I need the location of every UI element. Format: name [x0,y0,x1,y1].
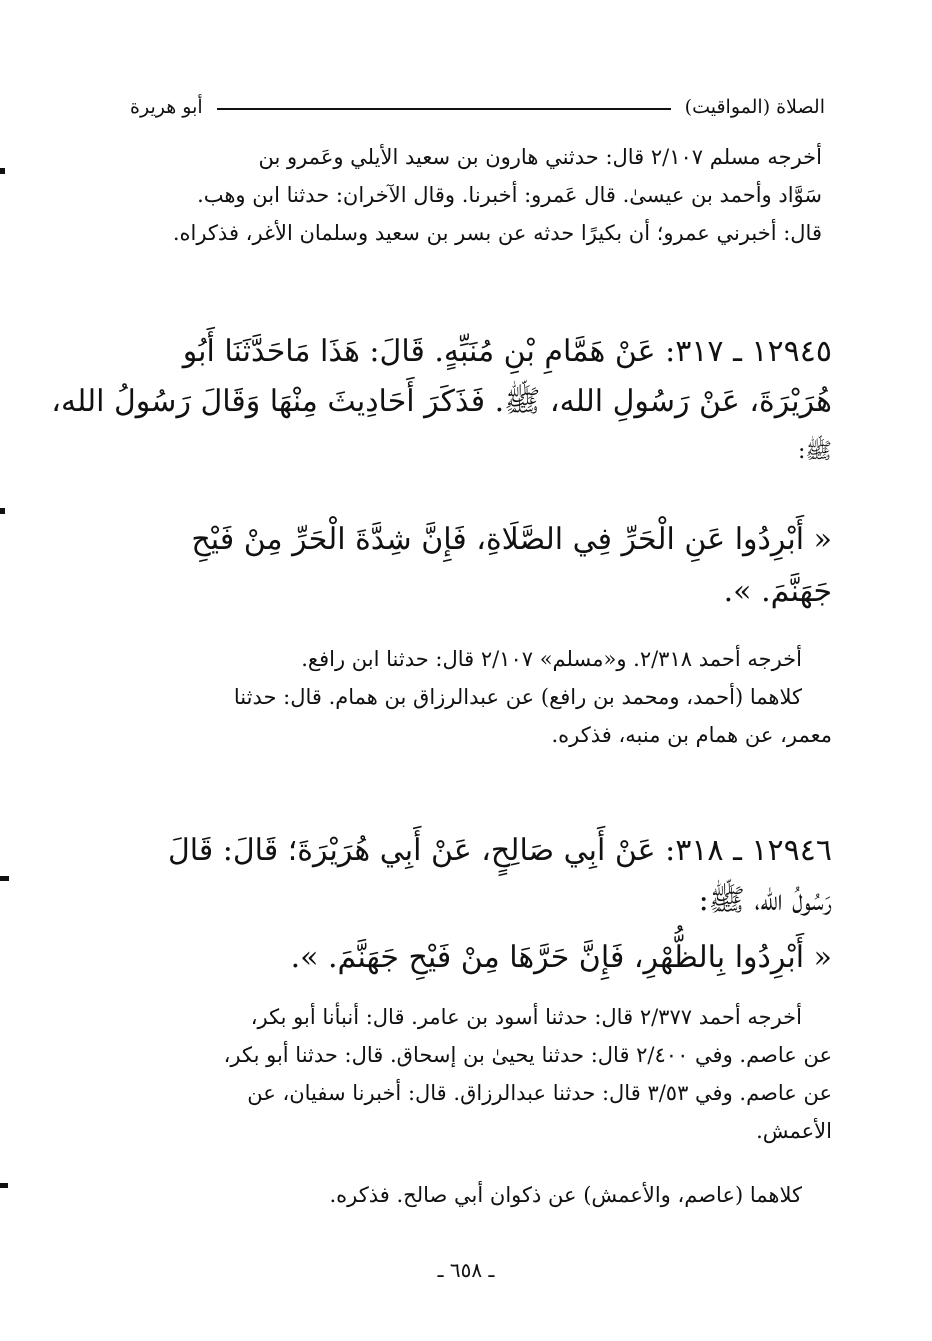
intro-note [132,138,822,252]
running-header [130,92,825,122]
margin-mark [0,508,5,514]
narrator-name: أبو هريرة [130,96,203,118]
note-line: قال: أخبرني عمرو؛ أن بكيرًا حدثه عن بسر بن سعيد وسلمان الأغر، فذكراه. [172,221,822,245]
hadith-line: ١٢٩٤٦ ـ ٣١٨: عَنْ أَبِي صَالِحٍ، عَنْ أَبِي هُرَيْرَةَ؛ قَالَ: قَالَ [167,833,832,868]
note-line: سَوَّاد وأحمد بن عيسىٰ. قال عَمرو: أخبرنا. وقال الآخران: حدثنا ابن وهب. [197,183,822,207]
note-line: أخرجه أحمد ٢/٣٧٧ قال: حدثنا أسود بن عامر. قال: أنبأنا أبو بكر، [250,1005,802,1029]
hadith-12946-note [102,998,832,1150]
hadith-12946-note2 [112,1176,802,1214]
margin-mark [0,168,5,174]
margin-mark [0,1183,8,1188]
page-number: ـ ٦٥٨ ـ [437,1258,495,1282]
chapter-title: الصلاة (المواقيت) [684,96,825,118]
note-line: عن عاصم. وفي ٢/٤٠٠ قال: حدثنا يحيىٰ بن إسحاق. قال: حدثنا أبو بكر، [223,1043,832,1067]
note-line: كلاهما (أحمد، ومحمد بن رافع) عن عبدالرزاق بن همام. قال: حدثنا [233,685,802,709]
hadith-12945-quote [142,514,832,618]
hadith-line: ﷺ: [798,439,832,464]
hadith-12946 [102,826,832,926]
note-line: عن عاصم. وفي ٣/٥٣ قال: حدثنا عبدالرزاق. قال: أخبرنا سفيان، عن [247,1081,832,1105]
note-line: أخرجه أحمد ٢/٣١٨. و«مسلم» ٢/١٠٧ قال: حدثنا ابن رافع. [301,647,802,671]
margin-mark [0,876,9,881]
note-line: معمر، عن همام بن منبه، فذكره. [551,723,832,747]
quote-line: « أَبْرِدُوا عَنِ الْحَرِّ فِي الصَّلَاةِ، فَإِنَّ شِدَّةَ الْحَرِّ مِنْ فَيْحِ [191,522,832,557]
note-line: أخرجه مسلم ٢/١٠٧ قال: حدثني هارون بن سعيد الأيلي وعَمرو بن [258,145,822,169]
hadith-12946-quote [142,932,832,984]
quote-line: « أَبْرِدُوا بِالظُّهْرِ، فَإِنَّ حَرَّهَا مِنْ فَيْحِ جَهَنَّمَ. ». [290,940,832,975]
note-line: الأعمش. [756,1119,832,1143]
header-rule [217,108,671,110]
hadith-line: ١٢٩٤٥ ـ ٣١٧: عَنْ هَمَّامِ بْنِ مُنَبِّهٍ. قَالَ: هَذَا مَاحَدَّثَنَا أَبُو [182,334,832,369]
note-line: كلاهما (عاصم، والأعمش) عن ذكوان أبي صالح. فذكره. [329,1183,802,1207]
hadith-line: رَسُولُ الله، ﷺ: [698,883,832,918]
hadith-12945 [51,327,832,477]
quote-line: جَهَنَّمَ. ». [723,574,832,609]
hadith-line: هُرَيْرَةَ، عَنْ رَسُولِ الله، ﷺ. فَذَكَرَ أَحَادِيثَ مِنْهَا وَقَالَ رَسُولُ الله، [51,384,832,419]
hadith-12945-note [132,640,832,754]
